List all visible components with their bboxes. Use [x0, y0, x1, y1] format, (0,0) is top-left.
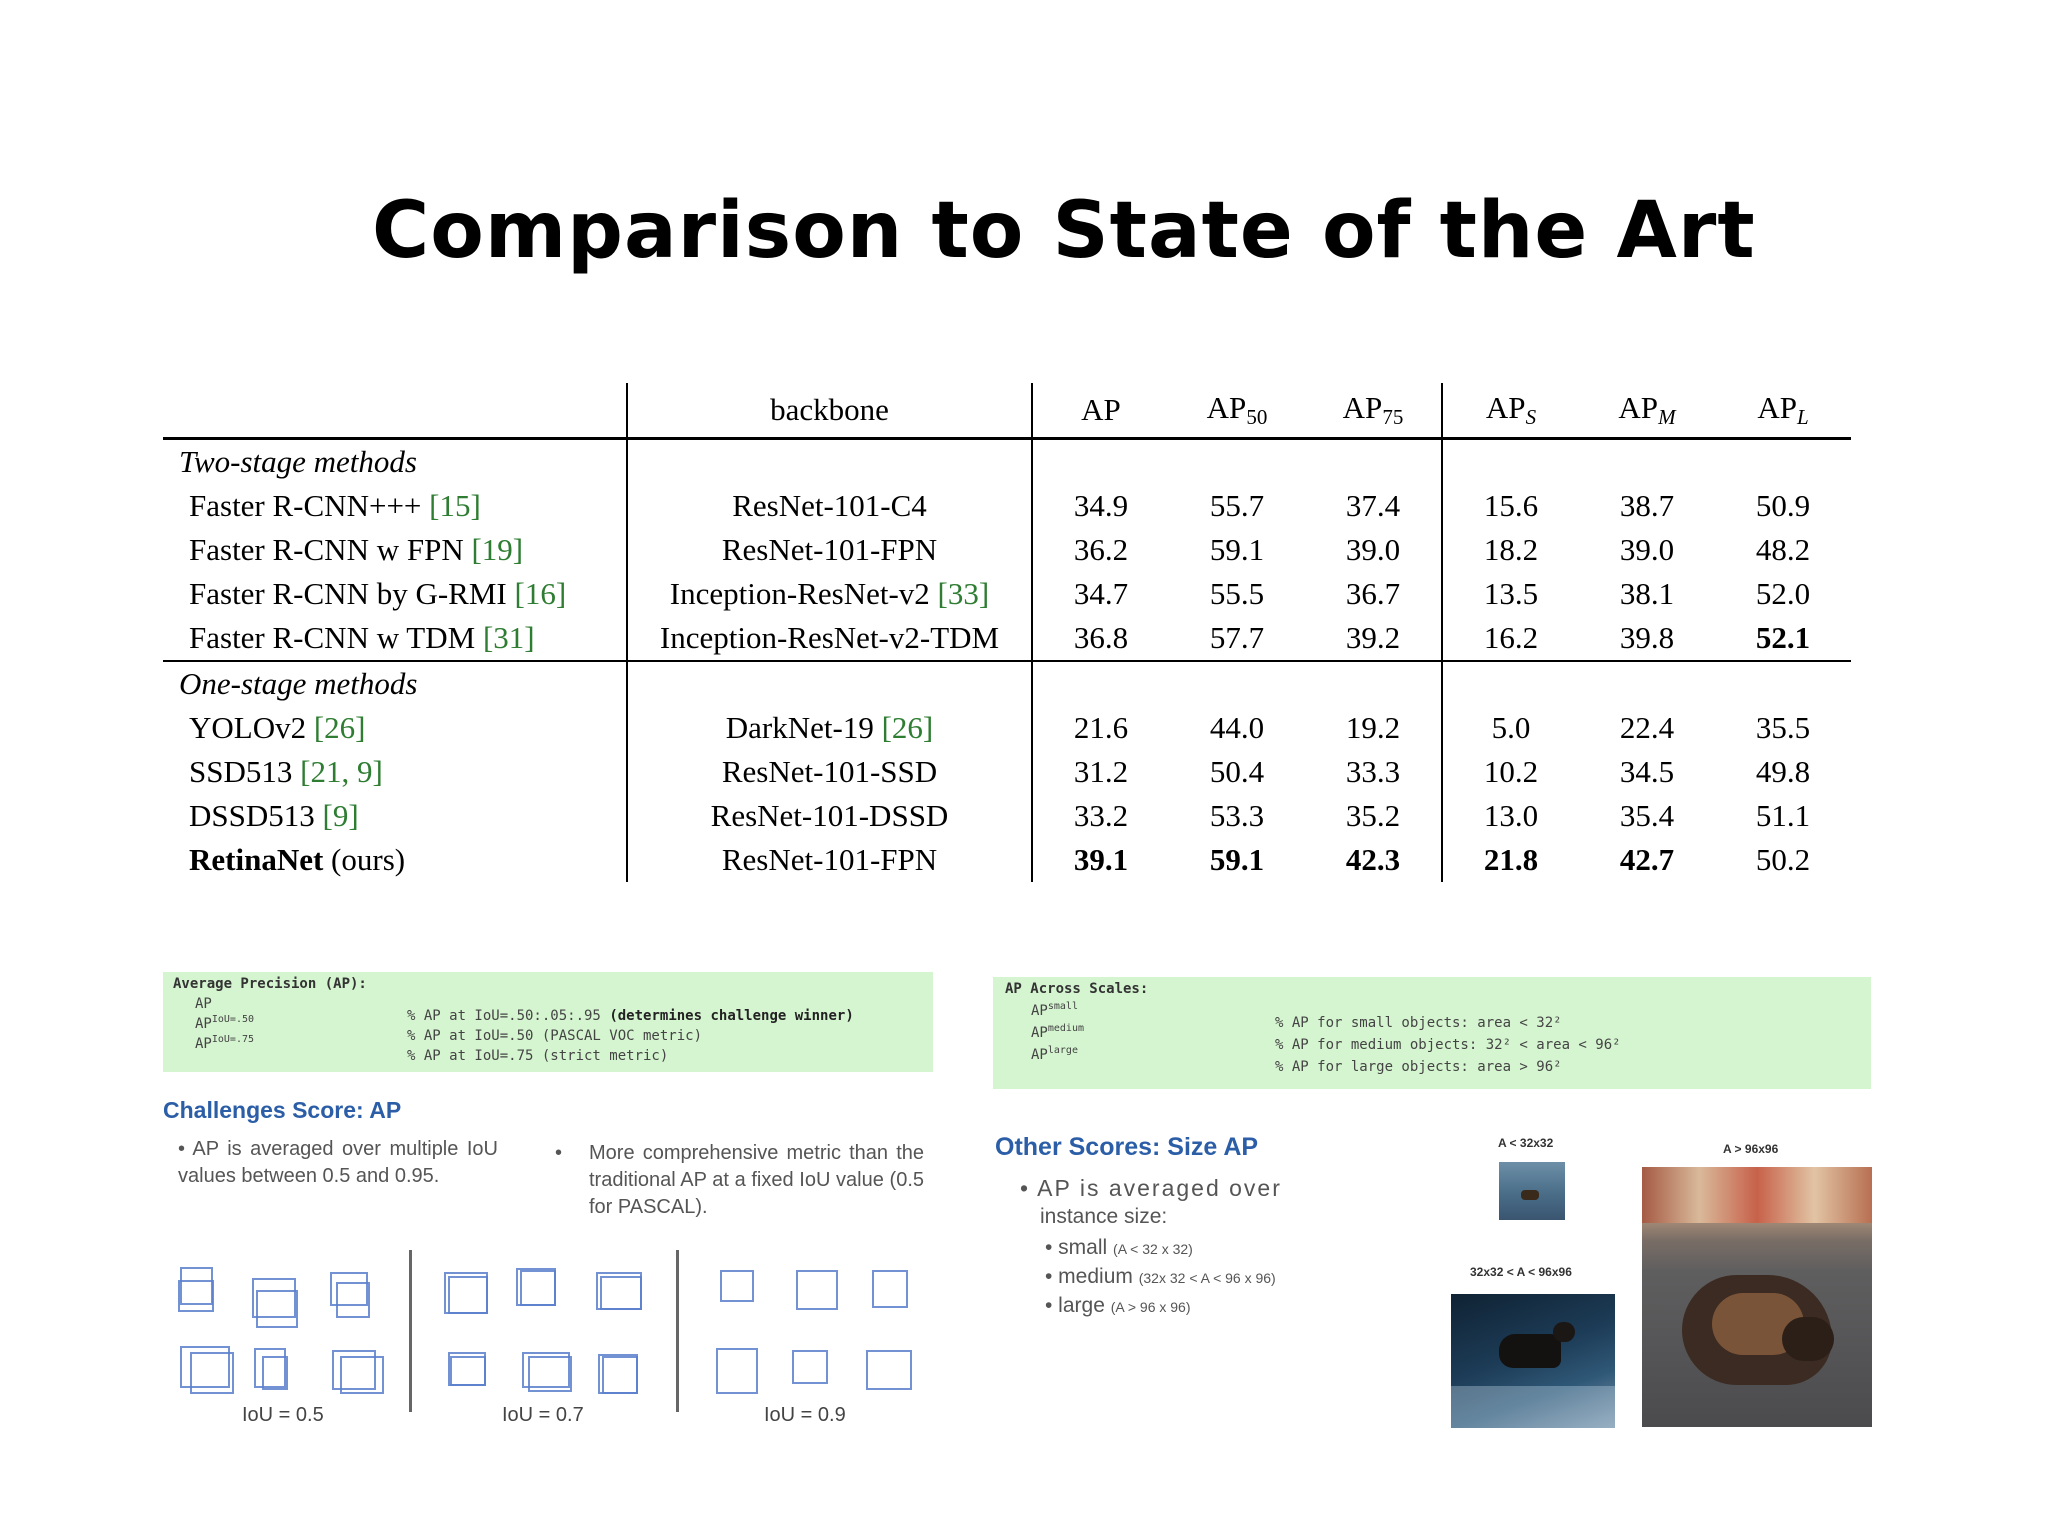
backbone-cell: ResNet-101-FPN: [627, 528, 1032, 572]
table-row: [163, 616, 1851, 661]
header-method: [163, 383, 627, 439]
ap-box-header: Average Precision (AP):: [173, 976, 367, 992]
box-shape: [602, 1356, 638, 1394]
box-shape: [256, 1290, 298, 1328]
box-shape: [450, 1356, 486, 1386]
citation-ref: [16]: [514, 576, 567, 611]
backbone-cell: DarkNet-19 [26]: [627, 706, 1032, 750]
value-cell: 22.4: [1619, 710, 1675, 745]
method-cell: Faster R-CNN+++ [15]: [163, 484, 627, 528]
ap-box-comment-3: % AP at IoU=.75 (strict metric): [407, 1048, 669, 1064]
ap-box-name-3: $AP^{IoU=.75}$: [195, 1034, 255, 1052]
challenge-bullet-1: • AP is averaged over multiple IoU values between 0.5 and 0.95.: [178, 1138, 498, 1187]
value-cell: 35.5: [1755, 710, 1811, 745]
empty-cell: [627, 439, 1032, 485]
challenge-bullet-2: More comprehensive metric than the traditional AP at a fixed IoU value (0.5 for PASCAL).: [589, 1142, 924, 1218]
header-apm: APM: [1618, 390, 1676, 429]
box-shape: [872, 1270, 908, 1308]
scales-box-header: AP Across Scales:: [1005, 981, 1149, 997]
citation-ref: [21, 9]: [300, 754, 383, 789]
backbone-cell: ResNet-101-DSSD: [627, 794, 1032, 838]
value-cell: 36.7: [1305, 572, 1442, 616]
box-shape: [448, 1276, 488, 1314]
citation-ref: [19]: [471, 532, 524, 567]
value-cell: 52.1: [1755, 620, 1811, 655]
empty-cell: [1715, 661, 1851, 706]
value-cell: 57.7: [1209, 620, 1265, 655]
scales-box-comment-2: % AP for medium objects: 32² < area < 96²: [1275, 1037, 1621, 1053]
value-cell: 44.0: [1209, 710, 1265, 745]
value-cell: 37.4: [1305, 484, 1442, 528]
empty-cell: [1715, 439, 1851, 485]
value-cell: 38.1: [1619, 576, 1675, 611]
image-label-small: A < 32x32: [1498, 1136, 1554, 1150]
iou-separator: [676, 1250, 679, 1412]
small-object-photo: [1499, 1162, 1565, 1220]
other-scores-heading: Other Scores: Size AP: [995, 1133, 1259, 1161]
ap-box-comment-1: % AP at IoU=.50:.05:.95 (determines challenge winner): [407, 1008, 854, 1024]
ap-box-name-2: $AP^{IoU=.50}$: [195, 1014, 255, 1032]
scales-box-name-1: $AP^{small}$: [1031, 1001, 1078, 1019]
value-cell: 15.6: [1483, 488, 1539, 523]
box-shape: [866, 1350, 912, 1390]
box-shape: [178, 1280, 214, 1312]
backbone-cell: Inception-ResNet-v2 [33]: [627, 572, 1032, 616]
scales-box-comment-1: % AP for small objects: area < 32²: [1275, 1015, 1562, 1031]
method-cell: YOLOv2 [26]: [163, 706, 627, 750]
value-cell: 5.0: [1491, 710, 1531, 745]
value-cell: 39.8: [1619, 620, 1675, 655]
image-label-medium: 32x32 < A < 96x96: [1470, 1265, 1572, 1279]
citation-ref: [9]: [322, 798, 359, 833]
empty-cell: [1169, 439, 1305, 485]
value-cell: 52.0: [1755, 576, 1811, 611]
value-cell: 48.2: [1755, 532, 1811, 567]
value-cell: 33.2: [1073, 798, 1129, 833]
value-cell: 55.7: [1209, 488, 1265, 523]
citation-ref: [31]: [482, 620, 535, 655]
iou-label-05: IoU = 0.5: [242, 1404, 324, 1426]
scales-box-comment-3: % AP for large objects: area > 96²: [1275, 1059, 1562, 1075]
table-header-row: [163, 383, 1851, 439]
value-cell: 19.2: [1305, 706, 1442, 750]
size-item-large: • large (A > 96 x 96): [1045, 1294, 1191, 1317]
scales-box-name-2: $AP^{medium}$: [1031, 1023, 1084, 1041]
method-cell: Faster R-CNN by G-RMI [16]: [163, 572, 627, 616]
method-cell: RetinaNet (ours): [163, 838, 627, 882]
citation-ref: [33]: [937, 576, 990, 611]
value-cell: 55.5: [1209, 576, 1265, 611]
group-label: One-stage methods: [163, 661, 627, 706]
value-cell: 21.6: [1073, 710, 1129, 745]
header-ap50: $AP_{50}$: [1206, 390, 1268, 429]
empty-cell: [1442, 439, 1579, 485]
value-cell: 51.1: [1755, 798, 1811, 833]
box-shape: [520, 1270, 556, 1306]
iou-label-07: IoU = 0.7: [502, 1404, 584, 1426]
value-cell: 35.4: [1619, 798, 1675, 833]
empty-cell: [1442, 661, 1579, 706]
table-row: [163, 838, 1851, 882]
value-cell: 42.3: [1305, 838, 1442, 882]
citation-ref: [26]: [313, 710, 366, 745]
method-cell: DSSD513 [9]: [163, 794, 627, 838]
value-cell: 42.7: [1619, 842, 1675, 877]
challenge-bullet-2-dot: •: [555, 1142, 563, 1164]
large-object-photo: [1642, 1167, 1872, 1427]
value-cell: 50.9: [1755, 488, 1811, 523]
empty-cell: [1579, 661, 1715, 706]
box-shape: [340, 1356, 384, 1394]
value-cell: 49.8: [1755, 754, 1811, 789]
value-cell: 39.0: [1305, 528, 1442, 572]
value-cell: 36.8: [1073, 620, 1129, 655]
value-cell: 39.1: [1073, 842, 1129, 877]
group-label: Two-stage methods: [163, 439, 627, 485]
table-row: [163, 484, 1851, 528]
box-shape: [600, 1276, 642, 1310]
medium-object-photo: [1451, 1294, 1615, 1428]
size-bullet-main-2: instance size:: [1040, 1205, 1168, 1228]
empty-cell: [1032, 661, 1169, 706]
method-cell: SSD513 [21, 9]: [163, 750, 627, 794]
box-shape: [262, 1356, 288, 1390]
box-shape: [792, 1350, 828, 1384]
value-cell: 31.2: [1073, 754, 1129, 789]
value-cell: 13.0: [1483, 798, 1539, 833]
size-item-medium: • medium (32x 32 < A < 96 x 96): [1045, 1265, 1276, 1288]
slide-title: Comparison to State of the Art: [372, 186, 1756, 276]
value-cell: 59.1: [1209, 532, 1265, 567]
table-row: [163, 528, 1851, 572]
empty-cell: [1579, 439, 1715, 485]
header-aps: APS: [1485, 390, 1537, 429]
value-cell: 13.5: [1483, 576, 1539, 611]
iou-separator: [409, 1250, 412, 1412]
box-shape: [716, 1348, 758, 1394]
table-row: [163, 794, 1851, 838]
value-cell: 39.2: [1305, 616, 1442, 661]
image-label-large: A > 96x96: [1723, 1142, 1779, 1156]
scales-box-name-3: $AP^{large}$: [1031, 1045, 1078, 1063]
empty-cell: [1305, 439, 1442, 485]
value-cell: 21.8: [1483, 842, 1539, 877]
value-cell: 34.7: [1073, 576, 1129, 611]
size-item-small: • small (A < 32 x 32): [1045, 1236, 1193, 1259]
ap-definition-box: [163, 972, 933, 1072]
group-header-row: [163, 661, 1851, 706]
box-shape: [336, 1282, 370, 1318]
value-cell: 36.2: [1073, 532, 1129, 567]
ap-box-name-1: AP: [195, 996, 212, 1012]
empty-cell: [1305, 661, 1442, 706]
citation-ref: [26]: [881, 710, 934, 745]
empty-cell: [627, 661, 1032, 706]
results-table: [163, 383, 1851, 882]
backbone-cell: ResNet-101-C4: [627, 484, 1032, 528]
value-cell: 38.7: [1619, 488, 1675, 523]
empty-cell: [1032, 439, 1169, 485]
value-cell: 50.2: [1755, 842, 1811, 877]
value-cell: 34.5: [1619, 754, 1675, 789]
value-cell: 53.3: [1209, 798, 1265, 833]
value-cell: 50.4: [1209, 754, 1265, 789]
scales-definition-box: [993, 977, 1871, 1089]
backbone-cell: Inception-ResNet-v2-TDM: [627, 616, 1032, 661]
header-ap: AP: [1081, 392, 1121, 427]
citation-ref: [15]: [429, 488, 481, 523]
method-cell: Faster R-CNN w TDM [31]: [163, 616, 627, 661]
table-row: [163, 706, 1851, 750]
size-bullet-main: • AP is averaged over: [1020, 1175, 1282, 1201]
empty-cell: [1169, 661, 1305, 706]
table-row: [163, 572, 1851, 616]
box-shape: [190, 1352, 234, 1394]
method-cell: Faster R-CNN w FPN [19]: [163, 528, 627, 572]
value-cell: 39.0: [1619, 532, 1675, 567]
box-shape: [796, 1270, 838, 1310]
header-backbone: backbone: [627, 383, 1032, 439]
value-cell: 35.2: [1305, 794, 1442, 838]
backbone-cell: ResNet-101-FPN: [627, 838, 1032, 882]
ap-box-comment-2: % AP at IoU=.50 (PASCAL VOC metric): [407, 1028, 703, 1044]
backbone-cell: ResNet-101-SSD: [627, 750, 1032, 794]
value-cell: 33.3: [1305, 750, 1442, 794]
table-row: [163, 750, 1851, 794]
box-shape: [528, 1356, 572, 1392]
value-cell: 16.2: [1483, 620, 1539, 655]
value-cell: 34.9: [1073, 488, 1129, 523]
box-shape: [720, 1270, 754, 1302]
value-cell: 59.1: [1209, 842, 1265, 877]
header-apl: APL: [1757, 390, 1809, 429]
group-header-row: [163, 439, 1851, 485]
header-ap75: $AP_{75}$: [1305, 383, 1442, 439]
challenges-heading: Challenges Score: AP: [163, 1097, 402, 1123]
value-cell: 18.2: [1483, 532, 1539, 567]
iou-label-09: IoU = 0.9: [764, 1404, 846, 1426]
value-cell: 10.2: [1483, 754, 1539, 789]
